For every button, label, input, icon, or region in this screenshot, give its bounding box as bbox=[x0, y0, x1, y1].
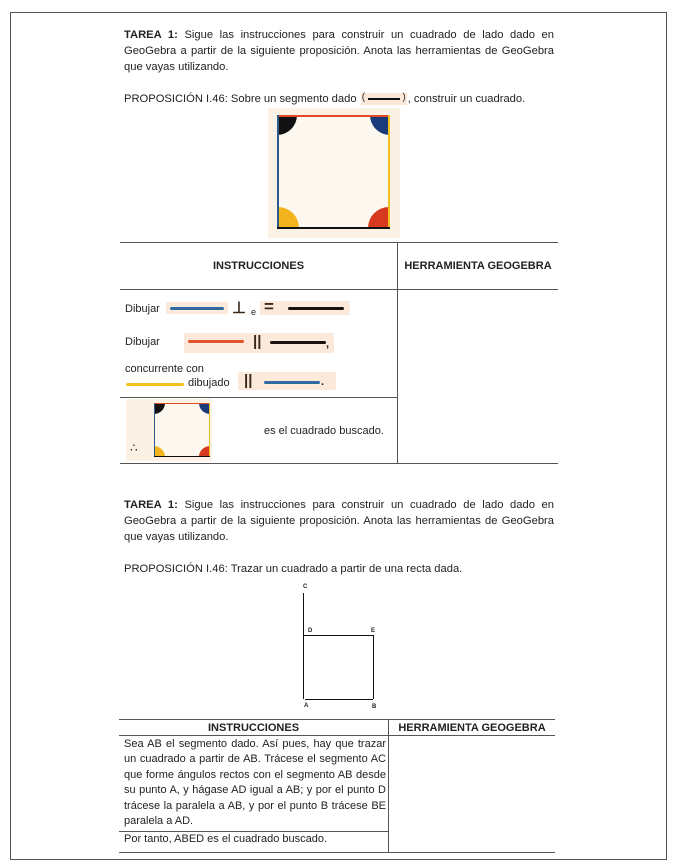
red-quadrant-icon bbox=[368, 207, 390, 229]
perpendicular-icon: ⊥ bbox=[232, 300, 246, 317]
therefore-icon: ∴ bbox=[130, 441, 138, 455]
label-e: E bbox=[371, 628, 376, 634]
conclusion-text: es el cuadrado buscado. bbox=[264, 425, 384, 437]
label-a: A bbox=[304, 703, 309, 709]
byrne-square-figure bbox=[268, 108, 400, 238]
tool-cell[interactable] bbox=[398, 290, 558, 463]
parallel-icon: || bbox=[253, 333, 262, 350]
yellow-line-icon bbox=[126, 383, 184, 386]
header-herramienta: HERRAMIENTA GEOGEBRA bbox=[404, 260, 552, 272]
instr-word: Dibujar bbox=[125, 336, 160, 348]
segment-icon: ( ) bbox=[361, 92, 406, 104]
instr-word: dibujado bbox=[188, 377, 230, 389]
equal-icon: = bbox=[264, 297, 274, 316]
instr-word: Dibujar bbox=[125, 303, 160, 315]
task2-label: TAREA 1: bbox=[124, 499, 178, 511]
proposition-suffix: , construir un cuadrado. bbox=[407, 93, 526, 105]
black-quadrant-icon bbox=[277, 115, 297, 135]
label-c: C bbox=[303, 584, 308, 590]
header-instrucciones: INSTRUCCIONES bbox=[212, 260, 305, 272]
small-byrne-square bbox=[126, 399, 212, 461]
instruction-text: Sea AB el segmento dado. Así pues, hay que trazar un cuadrado a partir de AB. Trácese el segmento AC que forme ángulos rectos con el segmento AB desde su punto A, y hágase AD igual a AB; y por el punto D trácese la paralela a AB, y por el punto B trácese BE paralela a AD. bbox=[124, 738, 386, 828]
header-herramienta: HERRAMIENTA GEOGEBRA bbox=[398, 722, 546, 734]
blue-quadrant-icon bbox=[370, 115, 390, 135]
conjunction-e: e bbox=[251, 307, 257, 317]
black-line-icon bbox=[288, 307, 344, 310]
tool-cell[interactable] bbox=[389, 736, 555, 852]
period: . bbox=[321, 376, 325, 388]
task1-proposition bbox=[124, 91, 525, 107]
parallel-icon: || bbox=[244, 372, 253, 389]
comma: , bbox=[326, 338, 330, 350]
instr-word: concurrente con bbox=[125, 363, 204, 375]
task2-proposition: PROPOSICIÓN I.46: Trazar un cuadrado a partir de una recta dada. bbox=[124, 563, 463, 575]
conclusion-text: Por tanto, ABED es el cuadrado buscado. bbox=[124, 833, 328, 845]
blue-line-icon bbox=[170, 307, 224, 310]
task2-intro bbox=[124, 497, 554, 545]
label-b: B bbox=[372, 704, 377, 710]
task1-text: Sigue las instrucciones para construir un cuadrado de lado dado en GeoGebra a partir de la siguiente proposición. Anota las herramientas de GeoGebra que vayas utilizando. bbox=[124, 29, 554, 73]
yellow-quadrant-icon bbox=[277, 207, 299, 229]
blue-line-icon bbox=[264, 381, 320, 384]
task2-text: Sigue las instrucciones para construir un cuadrado de lado dado en GeoGebra a partir de la siguiente proposición. Anota las herramientas de GeoGebra que vayas utilizando. bbox=[124, 499, 554, 543]
header-instrucciones: INSTRUCCIONES bbox=[207, 722, 300, 734]
task1-label: TAREA 1: bbox=[124, 29, 178, 41]
proposition-prefix: PROPOSICIÓN I.46: Sobre un segmento dado bbox=[124, 93, 360, 105]
black-line-icon bbox=[270, 341, 326, 344]
red-line-icon bbox=[188, 340, 244, 343]
task1-intro bbox=[124, 27, 554, 75]
label-d: D bbox=[308, 628, 313, 634]
